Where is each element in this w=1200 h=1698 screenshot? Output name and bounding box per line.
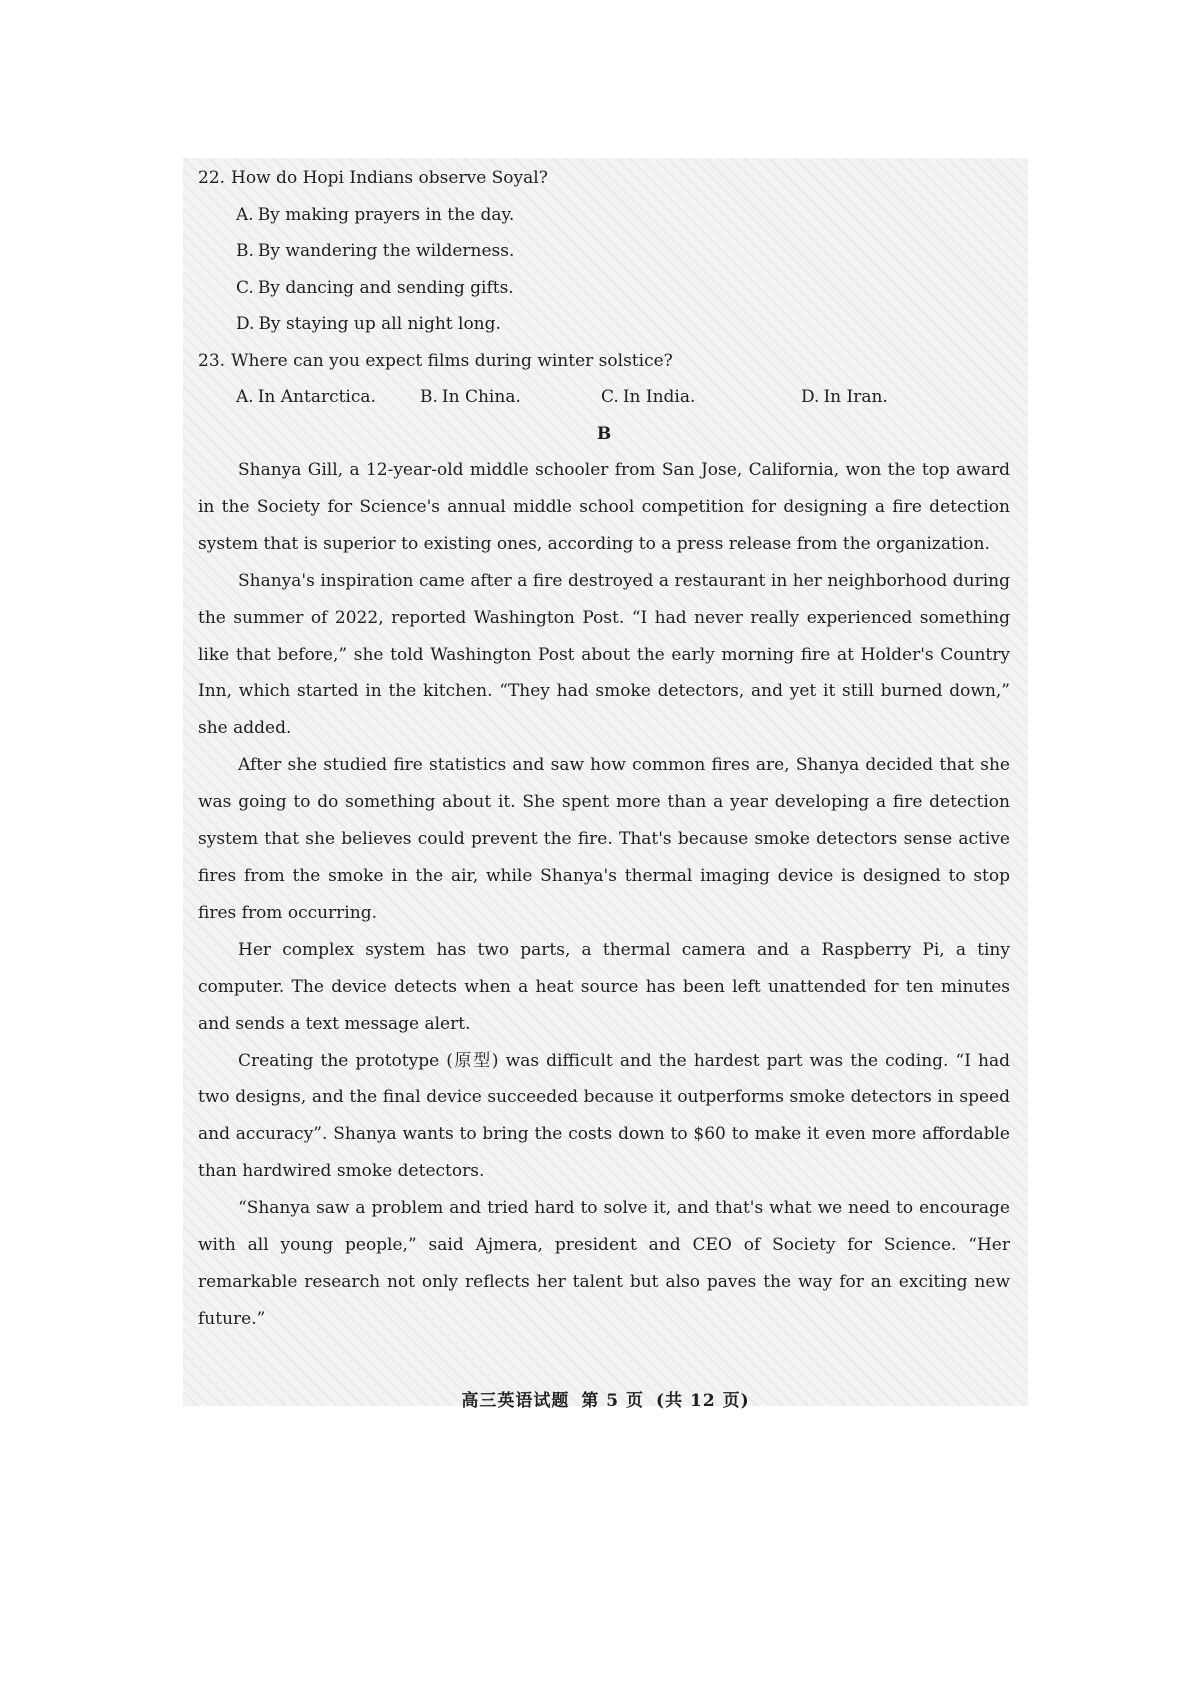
option-letter: A. [236,387,254,407]
option-b [236,233,1010,270]
option-text: In Iran. [823,387,888,407]
question-stem [198,343,1010,380]
option-letter: B. [236,241,254,261]
question-23 [198,343,1010,416]
question-text: How do Hopi Indians observe Soyal? [231,168,548,188]
option-d [801,379,888,416]
option-letter: C. [601,387,619,407]
question-22 [198,160,1010,343]
paragraph: Shanya's inspiration came after a fire destroyed a restaurant in her neighborhood during the summer of 2022, reported Washington Post. “I had never really experienced something like that before,” she told Washington Post about the early morning fire at Holder's Country Inn, which started in the kitchen. “They had smoke detectors, and yet it still burned down,” she added. [198,570,1010,739]
page-footer [183,1386,1028,1411]
option-text: In China. [441,387,521,407]
question-number: 22. [198,168,226,188]
footer-subject: 高三英语试题 [461,1391,570,1411]
option-text: By making prayers in the day. [257,204,515,225]
option-c [236,270,1010,307]
footer-page: 第 5 页 [581,1391,645,1411]
option-letter: B. [420,387,438,407]
option-text: By wandering the wilderness. [257,241,515,261]
option-letter: D. [236,314,255,334]
option-a [236,379,420,416]
option-row [236,379,1010,416]
footer-total: (共 12 页) [656,1391,750,1411]
option-text: In India. [622,387,696,407]
option-text: By dancing and sending gifts. [257,277,514,298]
option-text: In Antarctica. [257,387,376,407]
option-letter: D. [801,387,820,407]
paragraph: Her complex system has two parts, a thermal camera and a Raspberry Pi, a tiny computer. The device detects when a heat source has been left unattended for ten minutes and sends a text message alert. [198,939,1010,1034]
paragraph: Shanya Gill, a 12-year-old middle schooler from San Jose, California, won the top award in the Society for Science's annual middle school competition for designing a fire detection system that is superior to existing ones, according to a press release from the organization. [198,460,1010,554]
exam-content [198,160,1010,1338]
reading-passage [198,452,1010,1338]
option-letter: C. [236,277,254,298]
section-heading: B [596,423,612,444]
paragraph: Creating the prototype (原型) was difficult and the hardest part was the coding. “I had two designs, and the final device succeeded because it outperforms smoke detectors in speed and accuracy”. Shanya wants to bring the costs down to $60 to make it even more affordable than hardwired smoke detectors. [198,1050,1010,1182]
question-text: Where can you expect films during winter solstice? [231,350,673,371]
option-d [236,306,1010,343]
paragraph: “Shanya saw a problem and tried hard to solve it, and that's what we need to encourage with all young people,” said Ajmera, president and CEO of Society for Science. “Her remarkable research not only reflects her talent but also paves the way for an exciting new future.” [198,1198,1010,1329]
question-number: 23. [198,350,226,371]
option-c [601,379,801,416]
option-letter: A. [236,204,254,225]
option-text: By staying up all night long. [258,314,501,334]
paragraph: After she studied fire statistics and saw how common fires are, Shanya decided that she was going to do something about it. She spent more than a year developing a fire detection system that she believes could prevent the fire. That's because smoke detectors sense active fires from the smoke in the air, while Shanya's thermal imaging device is designed to stop fires from occurring. [198,755,1010,923]
option-b [420,379,601,416]
question-stem [198,160,1010,197]
option-a [236,197,1010,234]
